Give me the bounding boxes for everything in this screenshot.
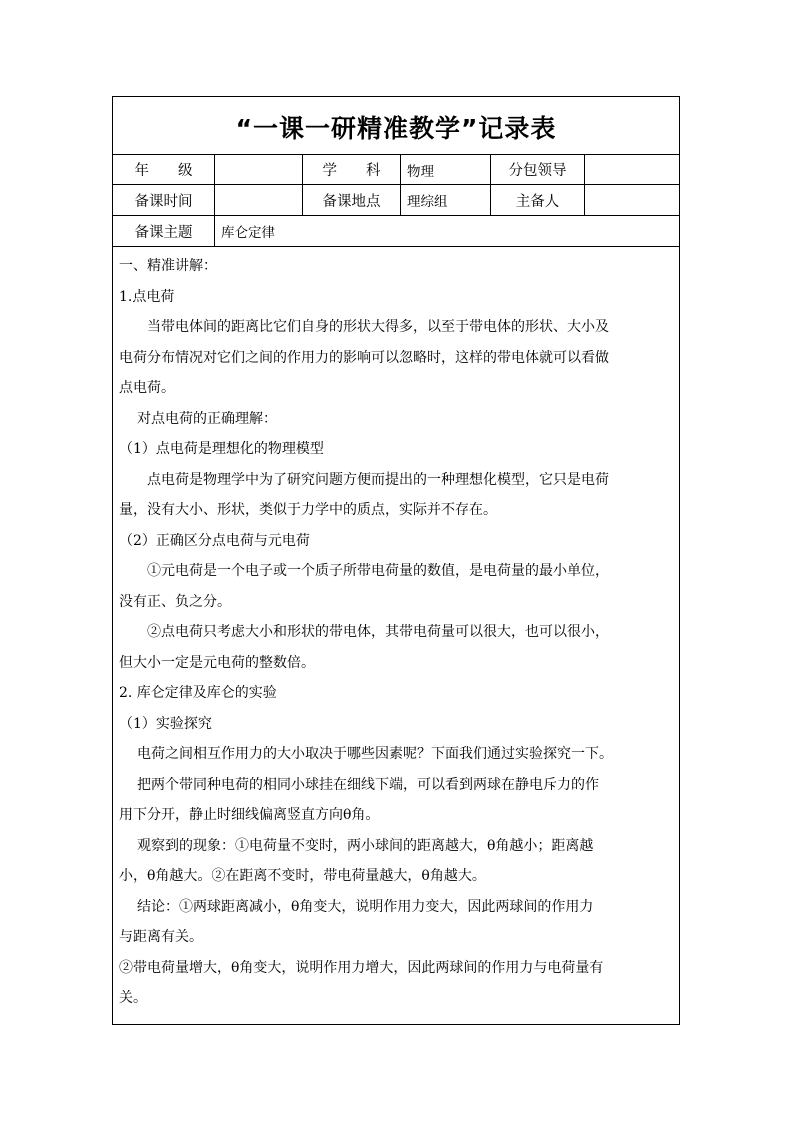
- paragraph-line: ①元电荷是一个电子或一个质子所带电荷量的数值，是电荷量的最小单位，: [147, 563, 609, 579]
- record-table: [112, 96, 680, 1025]
- subsection-heading: 2. 库仑定律及库仑的实验: [119, 685, 277, 701]
- item-heading: （1）点电荷是理想化的物理模型: [119, 441, 324, 457]
- paragraph-line: 电荷分布情况对它们之间的作用力的影响可以忽略时，这样的带电体就可以看做: [119, 349, 609, 366]
- subsection-heading: 1.点电荷: [119, 288, 175, 305]
- paragraph-line: 结论：①两球距离减小，θ角变大，说明作用力变大，因此两球间的作用力: [137, 898, 594, 915]
- header-row-2: [113, 185, 679, 216]
- paragraph-line: ②点电荷只考虑大小和形状的带电体，其带电荷量可以很大，也可以很小，: [147, 624, 609, 640]
- paragraph-line: 当带电体间的距离比它们自身的形状大得多，以至于带电体的形状、大小及: [147, 319, 609, 335]
- page-title: “一课一研精准教学”记录表: [235, 113, 557, 143]
- grade-label: 年 级: [113, 155, 215, 184]
- paragraph-line: 没有正、负之分。: [119, 593, 231, 610]
- header-row-3: [113, 216, 679, 247]
- paragraph-line: 与距离有关。: [119, 929, 203, 945]
- preparer-label: 主备人: [491, 185, 585, 215]
- paragraph-line: 但大小一定是元电荷的整数倍。: [119, 654, 315, 671]
- subject-value: 物理: [401, 155, 491, 184]
- preparer-value: [585, 185, 679, 215]
- paragraph-line: 关。: [119, 990, 147, 1006]
- place-value: 理综组: [401, 185, 491, 215]
- paragraph-line: 电荷之间相互作用力的大小取决于哪些因素呢？下面我们通过实验探究一下。: [137, 746, 613, 762]
- topic-value: 库仑定律: [221, 225, 275, 241]
- time-value: [215, 185, 303, 215]
- item-heading: （1）实验探究: [119, 715, 212, 732]
- paragraph-line: 观察到的现象：①电荷量不变时，两小球间的距离越大，θ角越小；距离越: [137, 837, 594, 854]
- paragraph-line: 点电荷是物理学中为了研究问题方便而提出的一种理想化模型，它只是电荷: [147, 471, 609, 488]
- paragraph-line: 小，θ角越大。②在距离不变时，带电荷量越大，θ角越大。: [119, 868, 486, 884]
- item-heading: （2）正确区分点电荷与元电荷: [119, 532, 310, 549]
- header-row-1: [113, 155, 679, 185]
- paragraph-line: 用下分开，静止时细线偏离竖直方向θ角。: [119, 807, 380, 823]
- leader-value: [585, 155, 679, 184]
- place-label: 备课地点: [303, 185, 401, 215]
- grade-value: [215, 155, 303, 184]
- paragraph-line: ②带电荷量增大，θ角变大，说明作用力增大，因此两球间的作用力与电荷量有: [119, 959, 604, 976]
- paragraph-line: 量，没有大小、形状，类似于力学中的质点，实际并不存在。: [119, 502, 497, 518]
- section-heading: 一、精准讲解：: [119, 258, 217, 274]
- subject-label: 学 科: [303, 155, 401, 184]
- title-row: [113, 97, 679, 155]
- paragraph-line: 点电荷。: [119, 380, 175, 396]
- leader-label: 分包领导: [491, 155, 585, 184]
- topic-label: 备课主题: [113, 216, 215, 246]
- time-label: 备课时间: [113, 185, 215, 215]
- lesson-content: [113, 247, 679, 1014]
- paragraph-line: 把两个带同种电荷的相同小球挂在细线下端，可以看到两球在静电斥力的作: [137, 776, 599, 793]
- paragraph-line: 对点电荷的正确理解：: [137, 410, 277, 427]
